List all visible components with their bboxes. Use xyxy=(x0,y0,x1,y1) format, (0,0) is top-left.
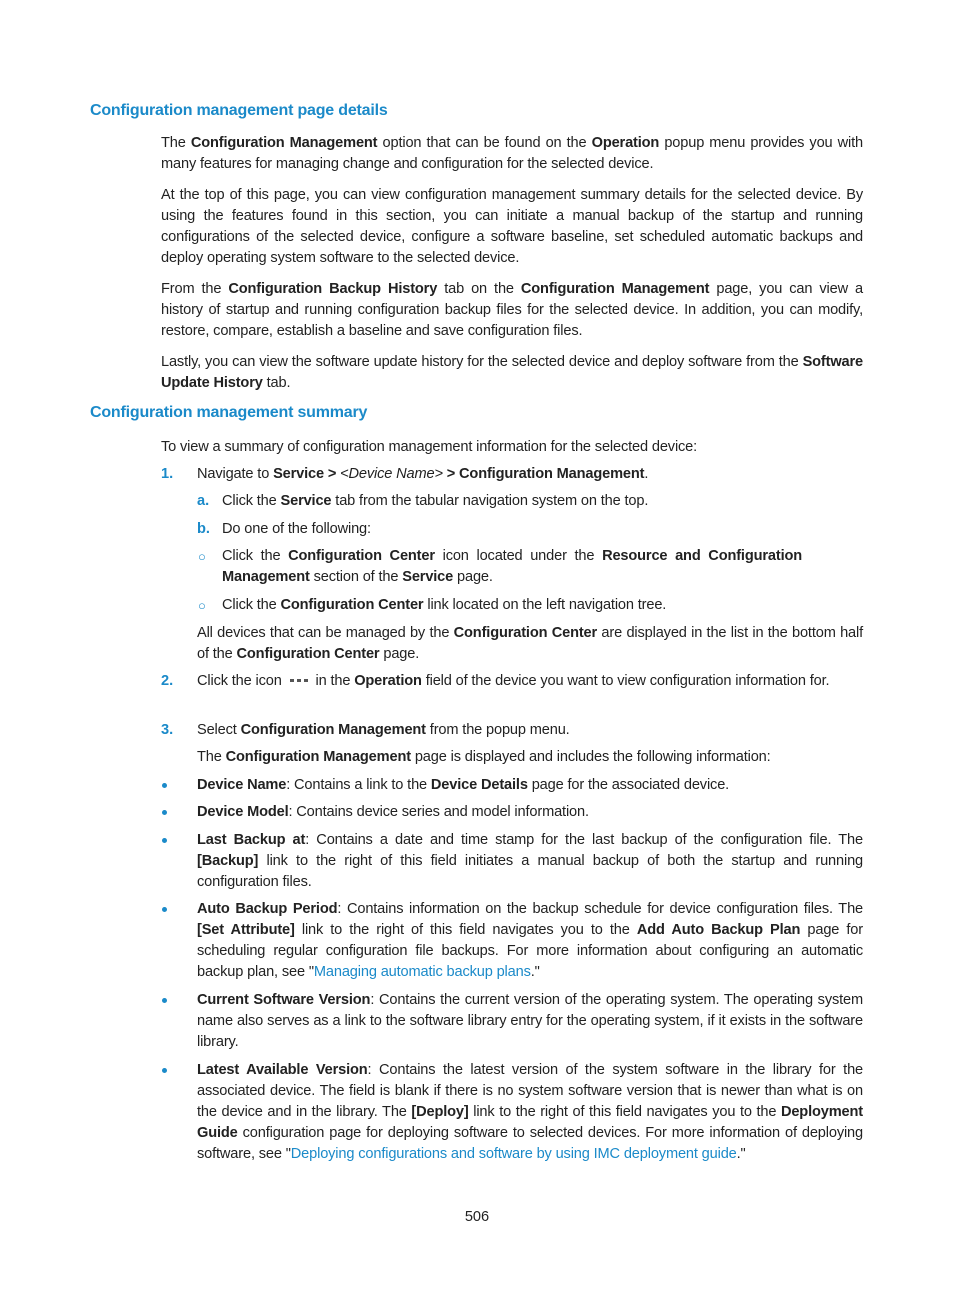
bullet-icon xyxy=(162,783,167,788)
step-1b-text: Do one of the following: xyxy=(222,521,371,537)
bullet-device-model: Device Model: Contains device series and model information. xyxy=(197,804,589,820)
bullet-last-backup: Last Backup at: Contains a date and time stamp for the last backup of the configuration file. The [Backup] link to the right of this field initiates a manual backup of both the startup and running configuration files. xyxy=(197,832,863,890)
bullet-device-name: Device Name: Contains a link to the Device Details page for the associated device. xyxy=(197,777,730,793)
option-2-bullet-icon: ○ xyxy=(198,598,206,613)
details-paragraph-1: The Configuration Management option that can be found on the Operation popup menu provides you with many features for managing change and configuration for the selected device. xyxy=(161,135,864,172)
step-2-number: 2. xyxy=(161,673,174,689)
bullet-icon xyxy=(162,998,167,1003)
bullet-current-software: Current Software Version: Contains the current version of the operating system. The operating system name also serves as a link to the software library entry for the operating system, if it exists in the software library. xyxy=(197,992,863,1050)
option-2-text: Click the Configuration Center link located on the left navigation tree. xyxy=(222,597,667,613)
bullet-icon xyxy=(162,810,167,815)
bullet-icon xyxy=(162,838,167,843)
step-1-note: All devices that can be managed by the Configuration Center are displayed in the list in the bottom half of the Configuration Center page. xyxy=(197,625,863,662)
bullet-auto-backup: Auto Backup Period: Contains information on the backup schedule for device configuration files. The [Set Attribute] link to the right of this field navigates you to the Add Auto Backup Plan page for scheduling regular configuration file backups. For more information about configuring an automatic backup plan, see "Managing automatic backup plans." xyxy=(197,901,863,980)
step-3-note: The Configuration Management page is displayed and includes the following information: xyxy=(197,749,771,765)
section-heading-details: Configuration management page details xyxy=(90,102,388,119)
bullet-icon xyxy=(162,1068,167,1073)
step-3-number: 3. xyxy=(161,722,174,738)
step-1a-letter: a. xyxy=(197,493,210,509)
option-1-text: Click the Configuration Center icon located under the Resource and Configuration Management section of the Service page. xyxy=(222,548,802,585)
step-1-text: Navigate to Service > <Device Name> > Configuration Management. xyxy=(197,466,649,482)
details-paragraph-3: From the Configuration Backup History tab on the Configuration Management page, you can view a history of startup and running configuration backup files for the selected device. In addition, you can modify, restore, compare, establish a baseline and save configuration files. xyxy=(161,281,863,339)
step-2-text: Click the icon in the Operation field of the device you want to view configuration information for. xyxy=(197,673,830,689)
deploying-guide-link[interactable]: Deploying configurations and software by using IMC deployment guide xyxy=(290,1146,737,1162)
page-number: 506 xyxy=(464,1209,490,1225)
summary-intro: To view a summary of configuration management information for the selected device: xyxy=(161,439,698,455)
details-paragraph-4: Lastly, you can view the software update history for the selected device and deploy software from the Software Update History tab. xyxy=(161,354,863,391)
details-paragraph-2: At the top of this page, you can view configuration management summary details for the selected device. By using the features found in this section, you can initiate a manual backup of the startup and running configurations of the selected device, configure a software baseline, set scheduled automatic backups and deploy operating system software to the selected device. xyxy=(161,187,863,266)
managing-backup-plans-link[interactable]: Managing automatic backup plans xyxy=(313,964,531,980)
section-heading-summary: Configuration management summary xyxy=(90,404,368,421)
ellipsis-icon xyxy=(288,675,310,685)
bullet-latest-version: Latest Available Version: Contains the latest version of the system software in the library for the associated device. The field is blank if there is no system software version that is newer than what is on the device and in the library. The [Deploy] link to the right of this field navigates you to the Deployment Guide configuration page for deploying software to selected devices. For more information of deploying software, see "Deploying configurations and software by using IMC deployment guide." xyxy=(197,1062,864,1162)
option-1-bullet-icon: ○ xyxy=(198,549,206,564)
step-1a-text: Click the Service tab from the tabular navigation system on the top. xyxy=(222,493,649,509)
bullet-icon xyxy=(162,907,167,912)
step-1-number: 1. xyxy=(161,466,174,482)
step-3-text: Select Configuration Management from the popup menu. xyxy=(197,722,570,738)
step-1b-letter: b. xyxy=(197,521,210,537)
